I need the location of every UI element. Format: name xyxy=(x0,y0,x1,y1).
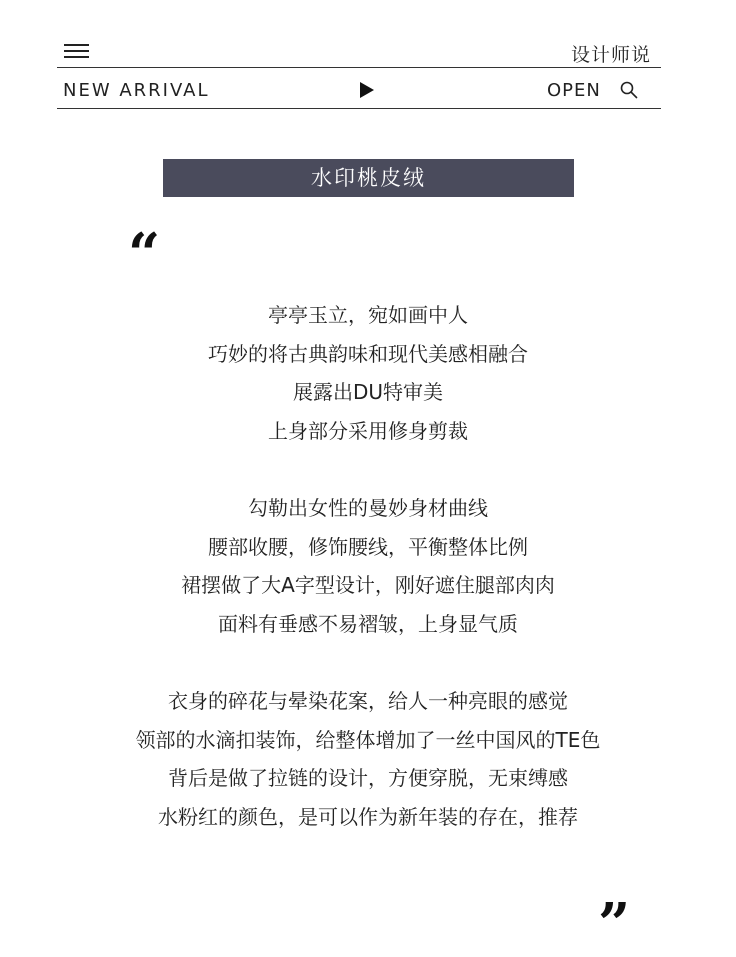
header-divider-bottom xyxy=(57,108,661,109)
text-line: 腰部收腰，修饰腰线，平衡整体比例 xyxy=(208,534,528,559)
header-divider-top xyxy=(57,67,661,68)
text-line: 领部的水滴扣装饰，给整体增加了一丝中国风的TE色 xyxy=(135,727,601,752)
text-line: 裙摆做了大A字型设计，刚好遮住腿部肉肉 xyxy=(181,573,555,597)
text-line: 勾勒出女性的曼妙身材曲线 xyxy=(248,496,488,520)
paragraph xyxy=(0,682,736,836)
nav-new-arrival[interactable]: NEW ARRIVAL xyxy=(63,80,210,101)
text-line: 衣身的碎花与晕染花案，给人一种亮眼的感觉 xyxy=(168,689,568,713)
text-line: 展露出DU特审美 xyxy=(292,380,444,404)
nav-open-link[interactable]: OPEN xyxy=(547,80,601,101)
play-icon[interactable] xyxy=(360,82,374,98)
text-line: 水粉红的颜色，是可以作为新年装的存在，推荐 xyxy=(158,804,578,829)
menu-icon[interactable] xyxy=(64,44,89,59)
text-line: 亭亭玉立，宛如画中人 xyxy=(268,303,468,327)
description-text xyxy=(0,296,736,875)
text-line: 面料有垂感不易褶皱，上身显气质 xyxy=(218,611,518,636)
text-line: 上身部分采用修身剪裁 xyxy=(268,418,468,443)
section-title: 水印桃皮绒 xyxy=(163,159,574,197)
paragraph xyxy=(0,296,736,450)
search-icon[interactable] xyxy=(620,81,638,99)
text-line: 巧妙的将古典韵味和现代美感相融合 xyxy=(208,341,528,366)
text-line: 背后是做了拉链的设计，方便穿脱，无束缚感 xyxy=(168,766,568,790)
open-quote-mark: “ xyxy=(128,221,161,287)
paragraph xyxy=(0,489,736,643)
close-quote-mark: ” xyxy=(598,891,631,957)
brand-title: 设计师说 xyxy=(570,44,651,66)
